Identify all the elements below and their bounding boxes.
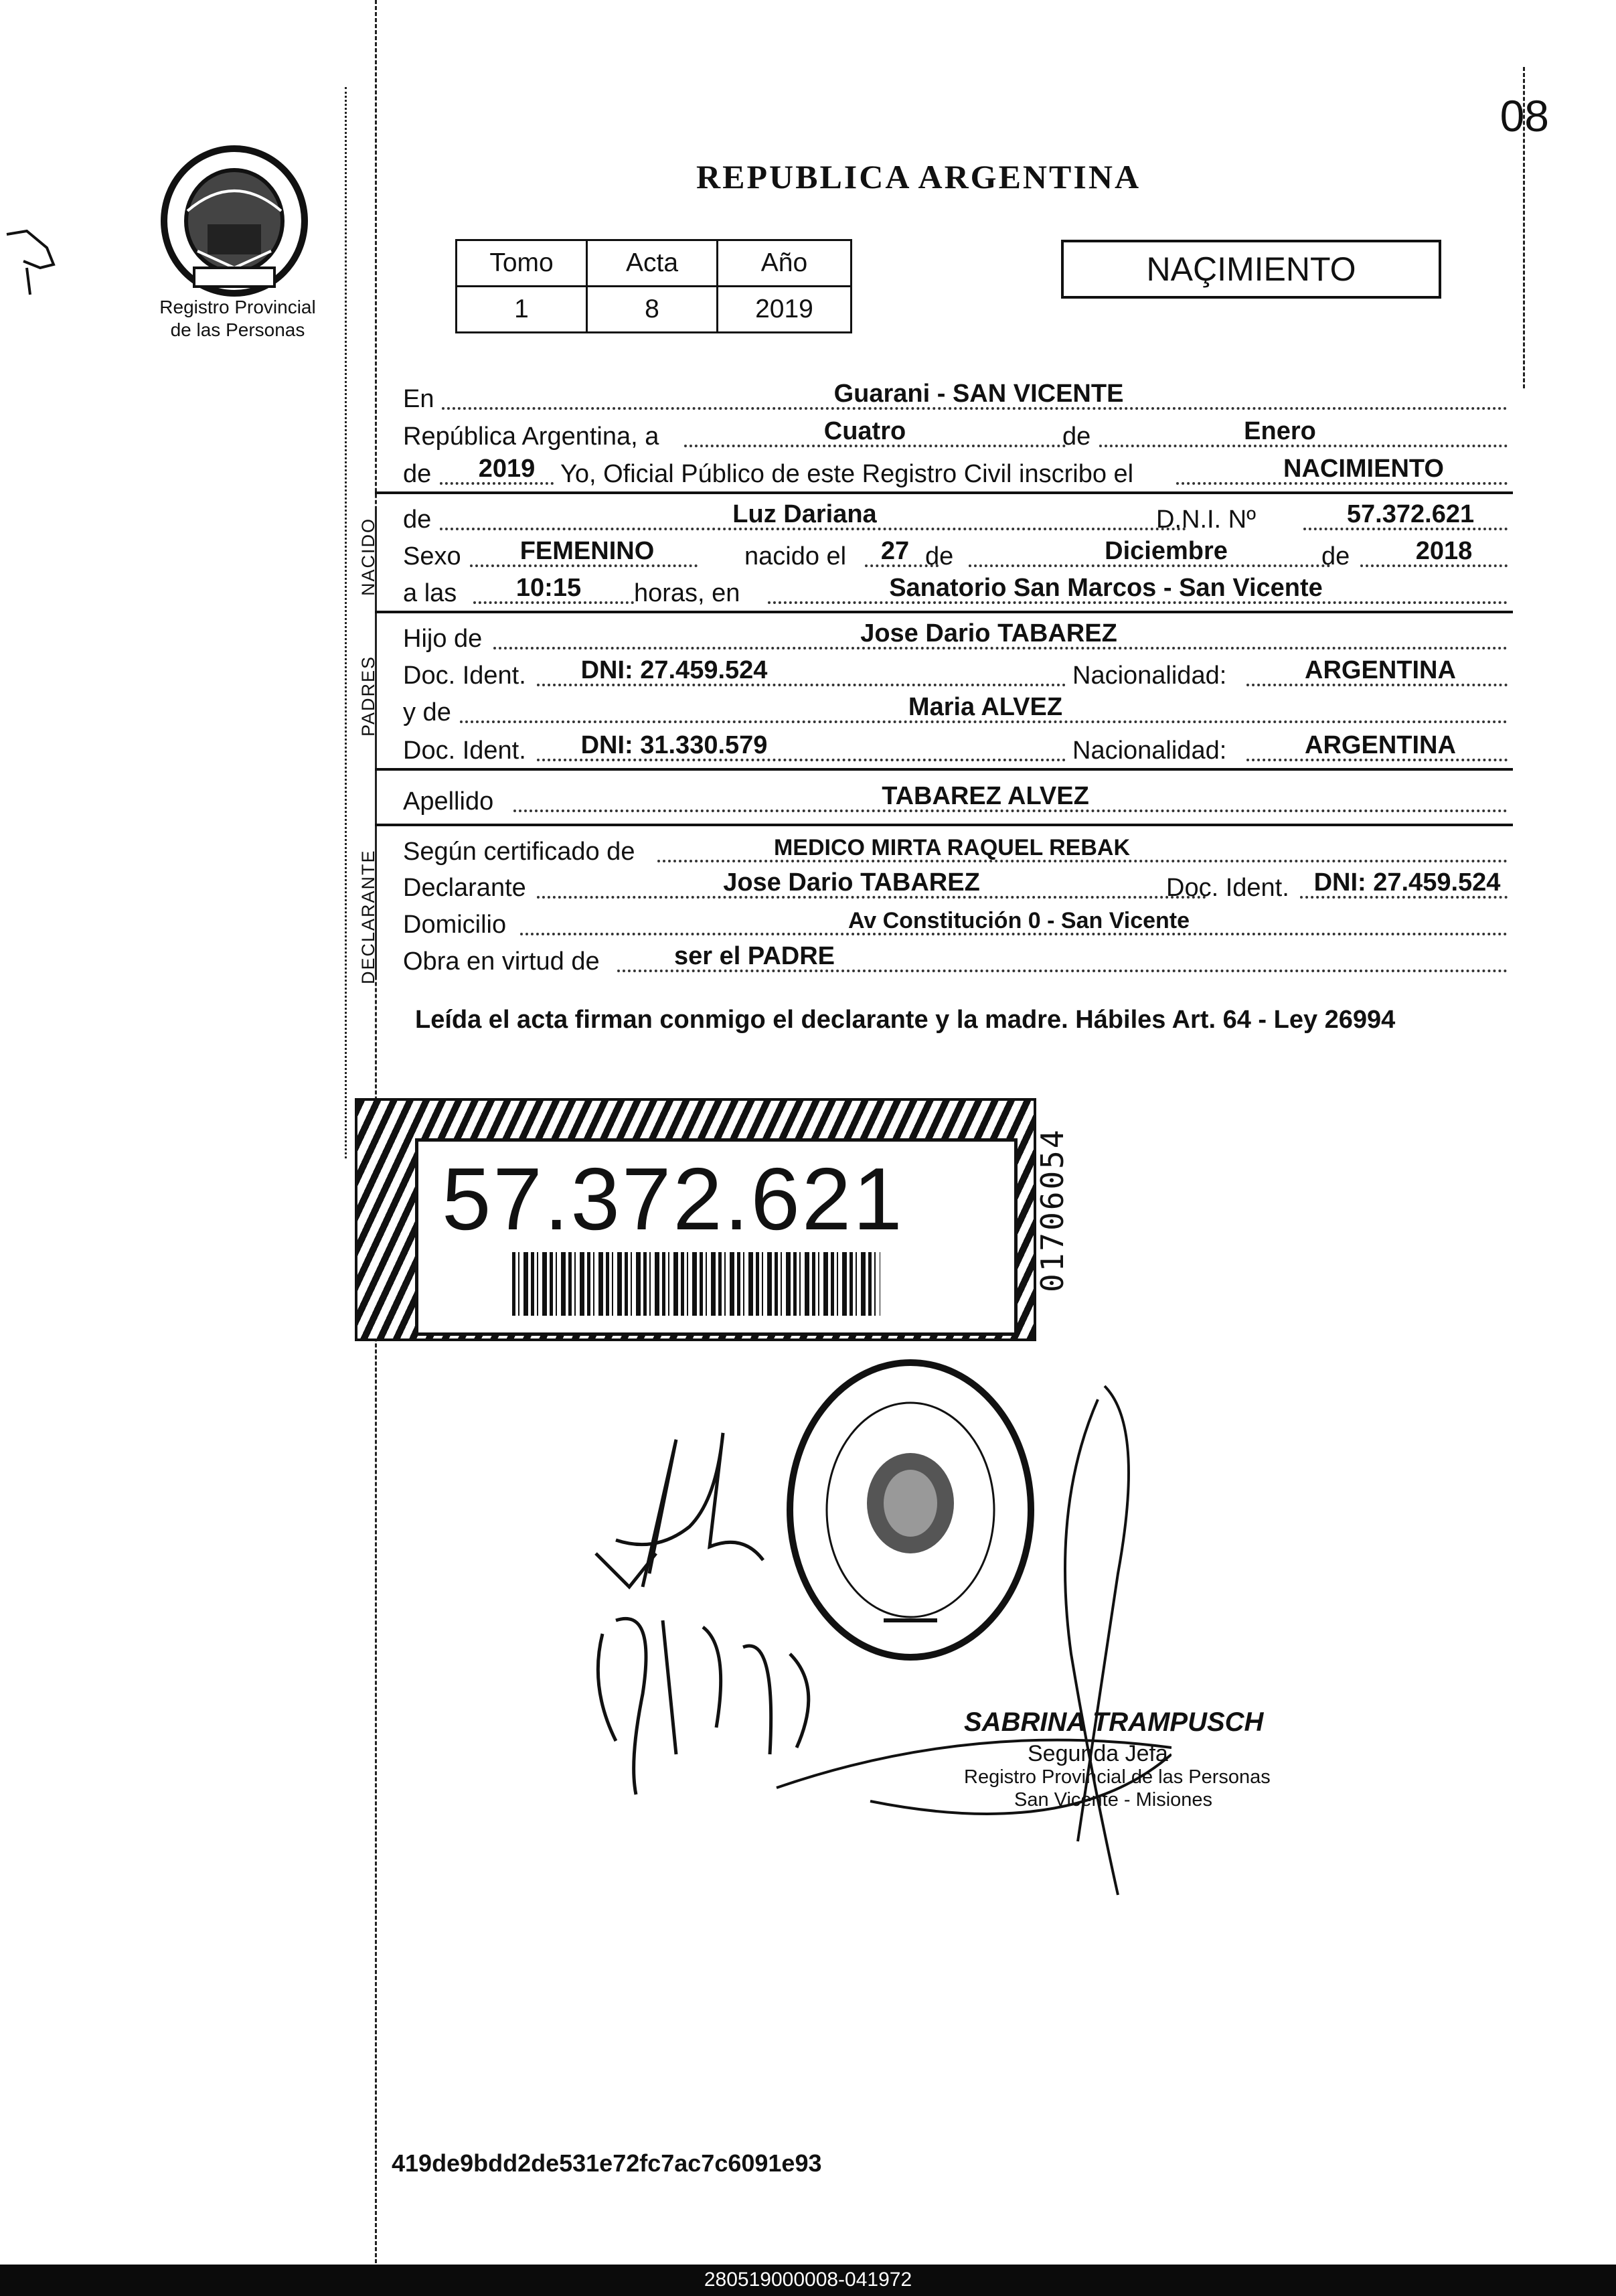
row-declarant <box>403 865 1508 903</box>
mother-doc-value: DNI: 31.330.579 <box>580 731 768 759</box>
barcode <box>512 1252 880 1316</box>
document-hash: 419de9bdd2de531e72fc7ac7c6091e93 <box>392 2149 822 2177</box>
row-event <box>403 451 1508 489</box>
official-name: SABRINA TRAMPUSCH <box>964 1707 1264 1737</box>
child-of-label: Hijo de <box>403 625 483 653</box>
dni-value: 57.372.621 <box>1346 500 1475 528</box>
margin-line-outer <box>345 87 347 1158</box>
act-type-box: NAÇIMIENTO <box>1061 240 1441 299</box>
birth-year-value: 2018 <box>1415 537 1473 565</box>
acts-as-label: Obra en virtud de <box>403 947 600 976</box>
sex-value: FEMENINO <box>519 537 655 565</box>
hours-label: horas, en <box>634 579 740 607</box>
father-doc-value: DNI: 27.459.524 <box>580 656 768 684</box>
row-address <box>403 902 1508 939</box>
row-name <box>403 497 1508 534</box>
year-value: 2019 <box>478 455 536 483</box>
section-divider-3 <box>375 768 1513 771</box>
birth-de-label: de <box>925 542 954 570</box>
name-label: de <box>403 506 432 534</box>
birth-month-value: Diciembre <box>1105 537 1228 565</box>
side-label-parents: PADRES <box>358 655 378 737</box>
acts-as-value: ser el PADRE <box>673 942 835 970</box>
row-time <box>403 570 1508 608</box>
footer-code: 280519000008-041972 <box>704 2269 912 2291</box>
row-sex <box>403 534 1508 571</box>
mother-name-value: Maria ALVEZ <box>908 693 1063 721</box>
section-divider-1 <box>375 491 1513 494</box>
row-certificate <box>403 829 1508 866</box>
side-label-declarant: DECLARANTE <box>358 849 378 984</box>
record-table <box>455 239 852 333</box>
en-label: En <box>403 385 434 413</box>
section-divider-4 <box>375 824 1513 826</box>
month-value: Enero <box>1244 417 1316 445</box>
official-text: Yo, Oficial Público de este Registro Civil inscribo el <box>560 460 1134 488</box>
row-mother-doc <box>403 728 1508 765</box>
official-location: San Vicente - Misiones <box>1014 1789 1213 1811</box>
row-father-doc <box>403 653 1508 690</box>
record-value-year: 2019 <box>718 287 852 333</box>
certificate-label: Según certificado de <box>403 838 635 866</box>
birth-de2-label: de <box>1321 542 1350 570</box>
republic-label: República Argentina, a <box>403 423 659 451</box>
record-value-acta: 8 <box>587 287 718 333</box>
official-title: Segunda Jefa <box>1028 1741 1168 1766</box>
sticker-serial: 01706054 <box>1034 1128 1070 1292</box>
declarant-doc-value: DNI: 27.459.524 <box>1313 868 1501 897</box>
mother-nationality-label: Nacionalidad: <box>1072 737 1227 765</box>
year-prefix-label: de <box>403 460 432 488</box>
certificate-value: MEDICO MIRTA RAQUEL REBAK <box>773 835 1131 860</box>
father-nationality-value: ARGENTINA <box>1305 656 1456 684</box>
registry-caption-line2: de las Personas <box>170 319 305 340</box>
day-value: Cuatro <box>823 417 906 445</box>
row-date <box>403 414 1508 451</box>
born-label: nacido el <box>744 542 847 570</box>
and-label: y de <box>403 698 451 726</box>
side-label-born: NACIDO <box>358 517 378 596</box>
record-value-tomo: 1 <box>457 287 587 333</box>
row-father <box>403 616 1508 654</box>
row-acts-as <box>403 939 1508 976</box>
mother-nationality-value: ARGENTINA <box>1305 731 1456 759</box>
record-header-acta: Acta <box>587 240 718 287</box>
declarant-doc-label: Doc. Ident. <box>1166 874 1289 902</box>
de-label: de <box>1062 423 1091 451</box>
registry-caption-line1: Registro Provincial <box>159 297 316 317</box>
father-name-value: Jose Dario TABAREZ <box>860 619 1117 647</box>
margin-scribble <box>0 221 74 315</box>
place-value: Guarani - SAN VICENTE <box>833 380 1124 408</box>
event-value: NACIMIENTO <box>1283 455 1444 483</box>
closing-statement: Leída el acta firman conmigo el declarante y la madre. Hábiles Art. 64 - Ley 26994 <box>415 1006 1396 1034</box>
declarant-label: Declarante <box>403 874 526 902</box>
time-label: a las <box>403 579 457 607</box>
dni-label: D.N.I. Nº <box>1156 506 1256 534</box>
sex-label: Sexo <box>403 542 461 570</box>
name-value: Luz Dariana <box>732 500 877 528</box>
record-header-tomo: Tomo <box>457 240 587 287</box>
mother-doc-label: Doc. Ident. <box>403 737 526 765</box>
section-divider-2 <box>375 611 1513 613</box>
declarant-value: Jose Dario TABAREZ <box>723 868 980 897</box>
record-header-year: Año <box>718 240 852 287</box>
signature-official <box>770 1373 1171 1908</box>
registry-caption <box>127 296 348 341</box>
time-value: 10:15 <box>515 574 582 602</box>
birth-day-value: 27 <box>880 537 910 565</box>
sticker-number: 57.372.621 <box>442 1150 904 1248</box>
row-surname <box>403 779 1508 816</box>
birth-place-value: Sanatorio San Marcos - San Vicente <box>889 574 1323 602</box>
surname-value: TABAREZ ALVEZ <box>882 782 1089 810</box>
row-place <box>403 376 1508 414</box>
address-label: Domicilio <box>403 911 507 939</box>
document-title: REPUBLICA ARGENTINA <box>696 158 1141 196</box>
address-value: Av Constitución 0 - San Vicente <box>847 908 1190 933</box>
official-registry: Registro Provincial de las Personas <box>964 1766 1271 1788</box>
row-mother <box>403 690 1508 727</box>
surname-label: Apellido <box>403 787 494 816</box>
page-number: 08 <box>1500 91 1549 141</box>
province-seal <box>157 144 311 298</box>
father-nationality-label: Nacionalidad: <box>1072 662 1227 690</box>
father-doc-label: Doc. Ident. <box>403 662 526 690</box>
